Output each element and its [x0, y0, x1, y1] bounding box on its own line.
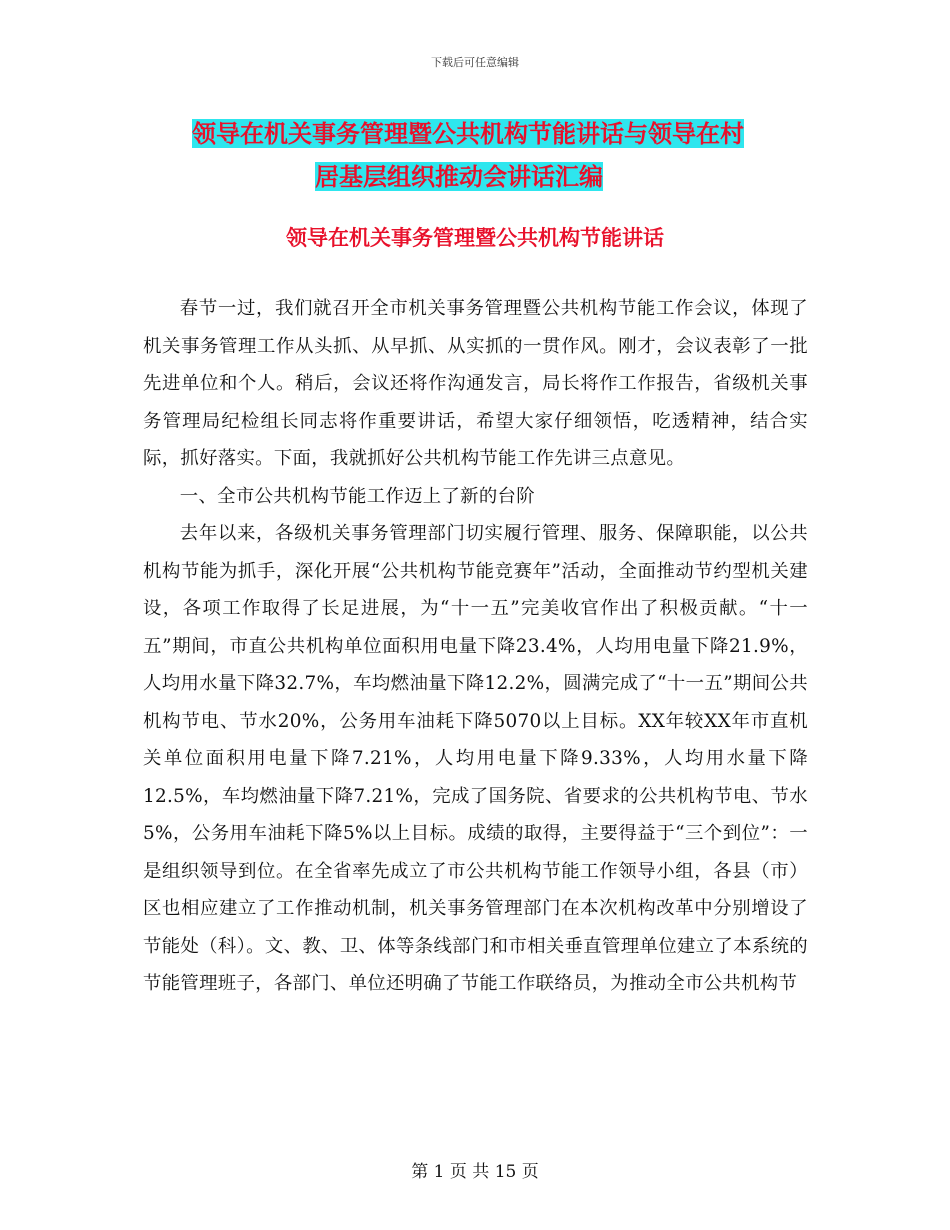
paragraph: 一、全市公共机构节能工作迈上了新的台阶	[179, 485, 535, 507]
paragraph: 去年以来，各级机关事务管理部门切实履行管理、服务、保障职能，以公共机构节能为抓手，深化开展“公共机构节能竞赛年”活动，全面推动节约型机关建设，各项工作取得了长足进展，为“十一五”完美收官作出了积极贡献。“十一五”期间，市直公共机构单位面积用电量下降23.4%，人均用电量下降21.9%，人均用水量下降32.7%，车均燃油量下降12.2%，圆满完成了“十一五”期间公共机构节电、节水20%，公务用车油耗下降5070以上目标。XX年较XX年市直机关单位面积用电量下降7.21%，人均用电量下降9.33%，人均用水量下降12.5%，车均燃油量下降7.21%，完成了国务院、省要求的公共机构节电、节水5%，公务用车油耗下降5%以上目标。成绩的取得，主要得益于“三个到位”：一是组织领导到位。在全省率先成立了市公共机构节能工作领导小组，各县（市）区也相应建立了工作推动机制，机关事务管理部门在本次机构改革中分别增设了节能处（科）。文、教、卫、体等条线部门和市相关垂直管理单位建立了本系统的节能管理班子，各部门、单位还明确了节能工作联络员，为推动全市公共机构节	[143, 523, 808, 994]
header-note: 下载后可任意编辑	[431, 56, 519, 69]
page-footer: 第 1 页 共 15 页	[411, 1162, 539, 1182]
document-title	[140, 112, 820, 198]
section-title: 领导在机关事务管理暨公共机构节能讲话	[286, 225, 664, 250]
title-line-2: 居基层组织推动会讲话汇编	[315, 162, 603, 191]
title-line-1: 领导在机关事务管理暨公共机构节能讲话与领导在村	[192, 119, 744, 148]
body-text	[143, 290, 808, 1003]
paragraph: 春节一过，我们就召开全市机关事务管理暨公共机构节能工作会议，体现了机关事务管理工作从头抓、从早抓、从实抓的一贯作风。刚才，会议表彰了一批先进单位和个人。稍后，会议还将作沟通发言，局长将作工作报告，省级机关事务管理局纪检组长同志将作重要讲话，希望大家仔细领悟，吃透精神，结合实际，抓好落实。下面，我就抓好公共机构节能工作先讲三点意见。	[143, 298, 808, 469]
